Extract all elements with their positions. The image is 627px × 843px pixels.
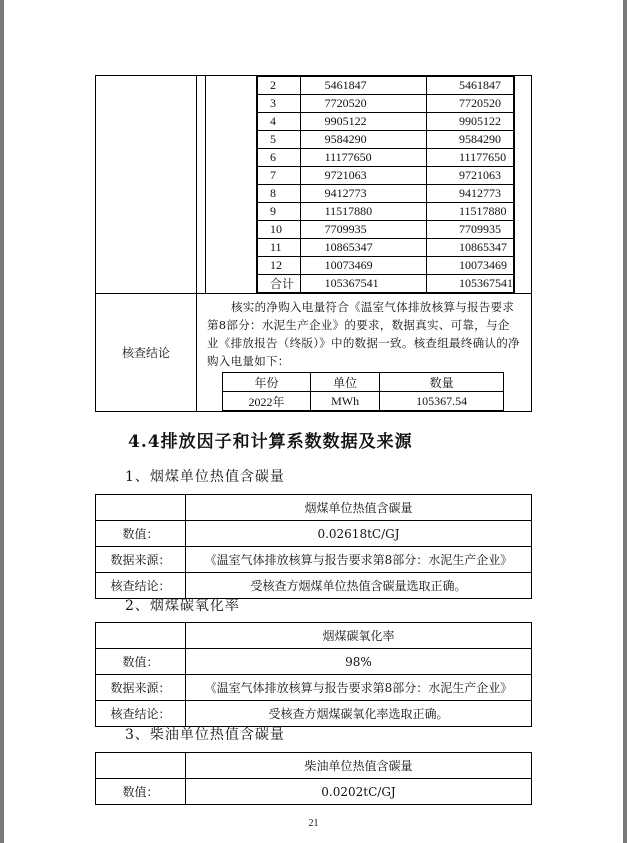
monthly-row bbox=[258, 95, 515, 113]
net-purchased-electricity-table bbox=[222, 372, 504, 411]
item-2-source: 《温室气体排放核算与报告要求第8部分：水泥生产企业》 bbox=[186, 675, 532, 701]
item-2-source-label: 数据来源： bbox=[96, 675, 186, 701]
verified-value-cell: 105367541 bbox=[427, 275, 515, 293]
monthly-blank-col bbox=[206, 76, 257, 293]
summary-header-row bbox=[223, 373, 504, 392]
item-2-conclusion: 受核查方烟煤碳氧化率选取正确。 bbox=[186, 701, 532, 727]
month-cell: 11 bbox=[258, 239, 301, 257]
verified-value-cell: 9905122 bbox=[427, 113, 515, 131]
page-number: 21 bbox=[308, 818, 319, 829]
month-cell: 5 bbox=[258, 131, 301, 149]
month-cell: 10 bbox=[258, 221, 301, 239]
reported-value-cell: 9905122 bbox=[300, 113, 426, 131]
summary-data-row bbox=[223, 392, 504, 411]
item-3-title: 3、柴油单位热值含碳量 bbox=[125, 727, 285, 743]
conclusion-text: 核实的净购入电量符合《温室气体排放核算与报告要求 第8部分：水泥生产企业》的要求，数据真实、可靠，与企业《排放报告（终版）》中的数据一致。核查组最终确认的净购入电量如下： bbox=[207, 300, 520, 368]
reported-value-cell: 9584290 bbox=[300, 131, 426, 149]
monthly-row bbox=[258, 257, 515, 275]
month-cell: 12 bbox=[258, 257, 301, 275]
reported-value-cell: 7720520 bbox=[300, 95, 426, 113]
verified-value-cell: 5461847 bbox=[427, 77, 515, 95]
item-2-value-row bbox=[96, 649, 532, 675]
month-cell: 3 bbox=[258, 95, 301, 113]
monthly-row bbox=[258, 221, 515, 239]
monthly-row bbox=[258, 167, 515, 185]
reported-value-cell: 105367541 bbox=[300, 275, 426, 293]
monthly-electricity-table bbox=[257, 76, 515, 293]
item-3-header-row bbox=[96, 753, 532, 779]
summary-header-year: 年份 bbox=[223, 373, 311, 392]
conclusion-label: 核查结论 bbox=[96, 294, 197, 412]
item-1-source-label: 数据来源： bbox=[96, 547, 186, 573]
item-2-conclusion-label: 核查结论： bbox=[96, 701, 186, 727]
reported-value-cell: 5461847 bbox=[300, 77, 426, 95]
summary-header-quantity: 数量 bbox=[380, 373, 504, 392]
reported-value-cell: 11177650 bbox=[300, 149, 426, 167]
left-blank-cell bbox=[96, 76, 197, 294]
month-cell: 9 bbox=[258, 203, 301, 221]
verified-value-cell: 9721063 bbox=[427, 167, 515, 185]
reported-value-cell: 10865347 bbox=[300, 239, 426, 257]
reported-value-cell: 9412773 bbox=[300, 185, 426, 203]
monthly-container-cell bbox=[206, 76, 532, 294]
monthly-section-row bbox=[96, 76, 532, 294]
verified-value-cell: 11177650 bbox=[427, 149, 515, 167]
item-1-value-row bbox=[96, 521, 532, 547]
item-1-conclusion-label: 核查结论： bbox=[96, 573, 186, 599]
summary-header-unit: 单位 bbox=[311, 373, 380, 392]
item-2-title: 2、烟煤碳氧化率 bbox=[125, 598, 240, 614]
reported-value-cell: 7709935 bbox=[300, 221, 426, 239]
viewer-right-border bbox=[623, 0, 627, 843]
verified-value-cell: 7709935 bbox=[427, 221, 515, 239]
electricity-verification-table bbox=[95, 75, 532, 412]
narrow-blank-cell bbox=[197, 76, 206, 294]
conclusion-row bbox=[96, 294, 532, 412]
monthly-row bbox=[258, 149, 515, 167]
reported-value-cell: 11517880 bbox=[300, 203, 426, 221]
monthly-row bbox=[258, 239, 515, 257]
item-2-value: 98% bbox=[186, 649, 532, 675]
verified-value-cell: 11517880 bbox=[427, 203, 515, 221]
monthly-table-cell bbox=[257, 76, 518, 293]
monthly-row bbox=[258, 185, 515, 203]
viewer-left-border bbox=[0, 0, 4, 843]
verified-value-cell: 9412773 bbox=[427, 185, 515, 203]
item-1-source: 《温室气体排放核算与报告要求第8部分：水泥生产企业》 bbox=[186, 547, 532, 573]
item-3-value: 0.0202tC/GJ bbox=[186, 779, 532, 805]
monthly-row bbox=[258, 77, 515, 95]
section-title: 4.4排放因子和计算系数数据及来源 bbox=[128, 432, 413, 452]
month-cell: 合计 bbox=[258, 275, 301, 293]
item-2-header: 烟煤碳氧化率 bbox=[186, 623, 532, 649]
month-cell: 2 bbox=[258, 77, 301, 95]
item-3-value-label: 数值： bbox=[96, 779, 186, 805]
monthly-row bbox=[258, 275, 515, 293]
conclusion-content-cell bbox=[197, 294, 532, 412]
item-1-table bbox=[95, 494, 532, 599]
month-cell: 6 bbox=[258, 149, 301, 167]
summary-year: 2022年 bbox=[223, 392, 311, 411]
item-2-source-row bbox=[96, 675, 532, 701]
monthly-right-gap bbox=[517, 76, 531, 293]
verified-value-cell: 7720520 bbox=[427, 95, 515, 113]
item-2-conclusion-row bbox=[96, 701, 532, 727]
monthly-row bbox=[258, 113, 515, 131]
item-1-header-blank bbox=[96, 495, 186, 521]
reported-value-cell: 9721063 bbox=[300, 167, 426, 185]
monthly-wrap bbox=[206, 76, 531, 293]
item-1-value: 0.02618tC/GJ bbox=[186, 521, 532, 547]
item-1-title: 1、烟煤单位热值含碳量 bbox=[125, 469, 285, 485]
item-1-value-label: 数值： bbox=[96, 521, 186, 547]
verified-value-cell: 10865347 bbox=[427, 239, 515, 257]
month-cell: 4 bbox=[258, 113, 301, 131]
item-3-header-blank bbox=[96, 753, 186, 779]
item-2-header-row bbox=[96, 623, 532, 649]
item-3-header: 柴油单位热值含碳量 bbox=[186, 753, 532, 779]
summary-unit: MWh bbox=[311, 392, 380, 411]
item-3-table bbox=[95, 752, 532, 805]
item-2-table bbox=[95, 622, 532, 727]
verified-value-cell: 9584290 bbox=[427, 131, 515, 149]
item-1-header-row bbox=[96, 495, 532, 521]
item-3-value-row bbox=[96, 779, 532, 805]
reported-value-cell: 10073469 bbox=[300, 257, 426, 275]
item-1-header: 烟煤单位热值含碳量 bbox=[186, 495, 532, 521]
month-cell: 7 bbox=[258, 167, 301, 185]
summary-quantity: 105367.54 bbox=[380, 392, 504, 411]
item-2-value-label: 数值： bbox=[96, 649, 186, 675]
item-2-header-blank bbox=[96, 623, 186, 649]
monthly-row bbox=[258, 131, 515, 149]
verified-value-cell: 10073469 bbox=[427, 257, 515, 275]
item-1-conclusion: 受核查方烟煤单位热值含碳量选取正确。 bbox=[186, 573, 532, 599]
item-1-source-row bbox=[96, 547, 532, 573]
monthly-row bbox=[258, 203, 515, 221]
month-cell: 8 bbox=[258, 185, 301, 203]
